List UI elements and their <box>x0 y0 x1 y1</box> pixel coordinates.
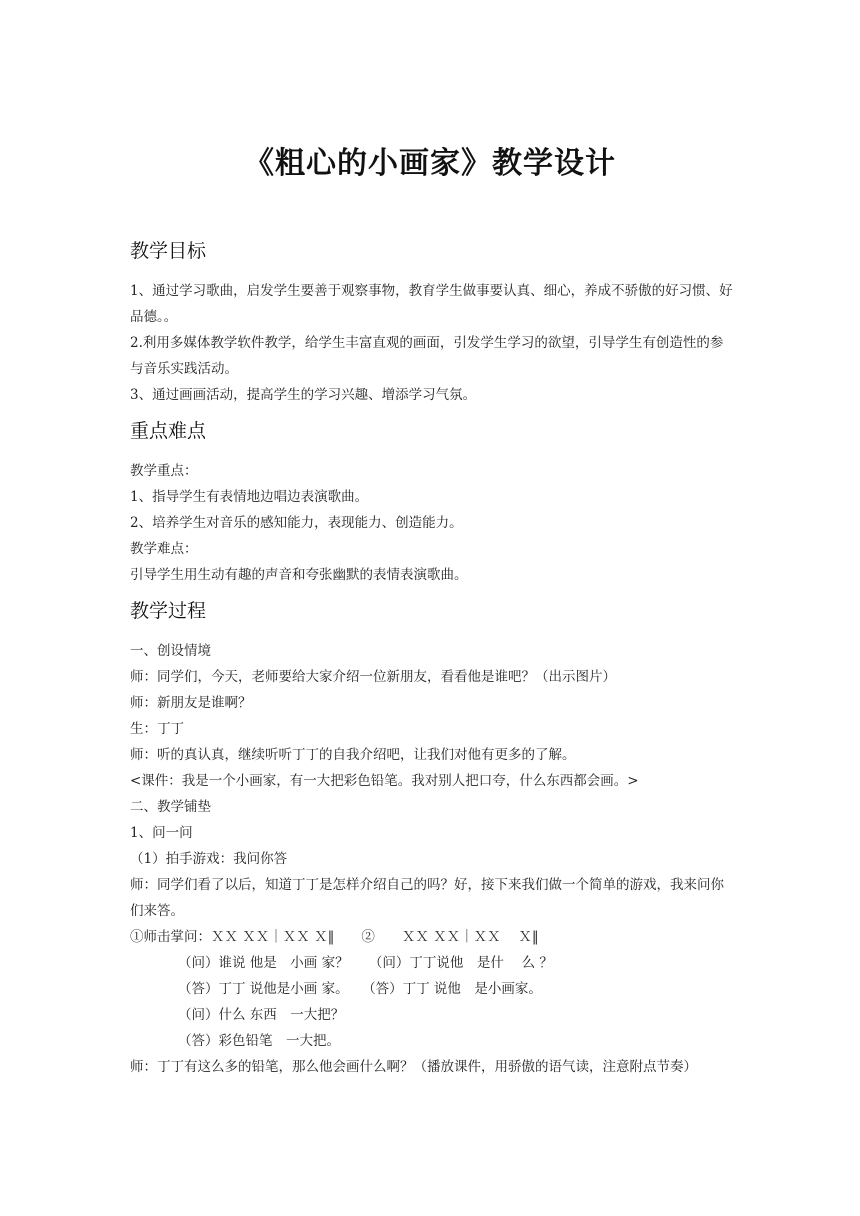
paragraph-line: 2、培养学生对音乐的感知能力，表现能力、创造能力。 <box>130 515 463 531</box>
paragraph-line: 师：丁丁有这么多的铅笔，那么他会画什么啊？（播放课件，用骄傲的语气读，注意附点节奏） <box>130 1059 697 1075</box>
document-body <box>130 236 736 1080</box>
paragraph-line: 师：新朋友是谁啊？ <box>130 695 252 711</box>
paragraph-line: 教学重点： <box>130 463 198 479</box>
goal-item: 2.利用多媒体教学软件教学，给学生丰富直观的画面，引发学生学习的欲望，引导学生有创造性的参与音乐实践活动。 <box>130 335 724 377</box>
paragraph-line: 教学难点： <box>130 541 198 557</box>
paragraph-line: （1）拍手游戏：我问你答 <box>130 851 288 867</box>
heading-teaching-process: 教学过程 <box>130 600 207 622</box>
heading-teaching-goals: 教学目标 <box>130 240 207 262</box>
heading-key-difficulties: 重点难点 <box>130 420 207 442</box>
rhythm-dialogue-line: （问）谁说 他是 小画 家？ （问）丁丁说他 是什 么 ？ <box>178 955 553 971</box>
paragraph-line: 1、指导学生有表情地边唱边表演歌曲。 <box>130 489 369 505</box>
rhythm-dialogue-line: （答）丁丁 说他是小画 家。 （答）丁丁 说他 是小画家。 <box>178 981 542 997</box>
paragraph-line: 一、创设情境 <box>130 643 211 659</box>
rhythm-line: ①师击掌问：ＸＸ ＸＸ｜ＸＸ Ｘ‖ ② ＸＸ ＸＸ｜ＸＸ Ｘ‖ <box>130 929 539 945</box>
paragraph-line: 生：丁丁 <box>130 721 184 737</box>
paragraph-line: 1、问一问 <box>130 825 193 841</box>
paragraph-line: 引导学生用生动有趣的声音和夸张幽默的表情表演歌曲。 <box>130 567 468 583</box>
paragraph-line: <课件：我是一个小画家，有一大把彩色铅笔。我对别人把口夸，什么东西都会画。> <box>130 773 639 789</box>
paragraph-line: 师：听的真认真，继续听听丁丁的自我介绍吧，让我们对他有更多的了解。 <box>130 747 576 763</box>
paragraph-line: 师：同学们，今天，老师要给大家介绍一位新朋友，看看他是谁吧？（出示图片） <box>130 669 616 685</box>
rhythm-dialogue-line: （答）彩色铅笔 一大把。 <box>178 1033 340 1049</box>
paragraph-line: 二、教学铺垫 <box>130 799 211 815</box>
paragraph-line: 师：同学们看了以后，知道丁丁是怎样介绍自己的吗？好，接下来我们做一个简单的游戏，我来问你们来答。 <box>130 877 724 919</box>
goal-item: 3、通过画画活动，提高学生的学习兴趣、增添学习气氛。 <box>130 387 477 403</box>
rhythm-dialogue-line: （问）什么 东西 一大把？ <box>178 1007 345 1023</box>
goal-item: 1、通过学习歌曲，启发学生要善于观察事物，教育学生做事要认真、细心，养成不骄傲的好习惯、好品德。。 <box>130 283 733 325</box>
document-title: 《粗心的小画家》教学设计 <box>244 146 616 181</box>
